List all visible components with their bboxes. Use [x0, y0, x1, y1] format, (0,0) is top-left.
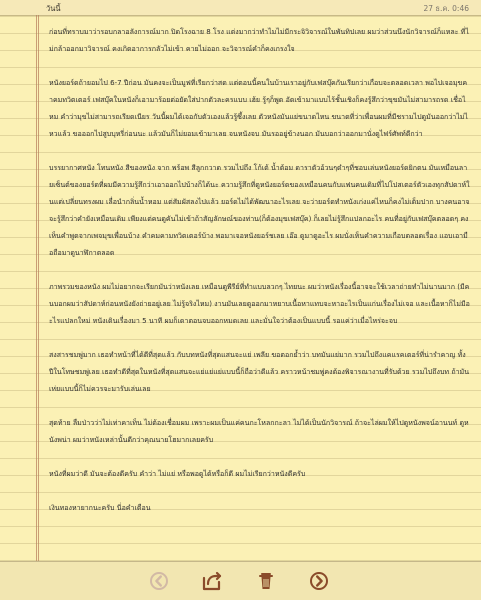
note-paragraph-5: สงสารชมพู่มาก เธอทำหน้าที่ได้ดีที่สุดแล้ว กับบทหนังที่สุดแสนจะแย่ เพลีย ขอตอกย้ำว่า บทมันแย่มาก รวมไปถึงแคแรคเตอร์ที่น่ารำคาญ ทั้งปีในโทษชมพู่เลย เธอทำดีที่สุดในหนังที่สุดแสนจะแย่แย่แย่แบบนี้ก็ถือว่าดีแล้ว คราวหน้าชมพู่คงต้องพิจารณางานที่รับด้วย รวมไปถึงบท ถ้ามันเห่ยแบบนี้ก็ไม่ควรจะมารับเล่นเลย: [49, 350, 470, 393]
status-bar: [0, 0, 481, 16]
note-paragraph-6: สุดท้าย ลืมป่าวว่าไม่เท่าคาเท็น ไม่ต้องเชื่อมผม เพราะผมเป็นแค่คนกะโหลกกะลา ไม่ได้เป็นนักวิจารณ์ ถ้าจะไล่ผมให้ไปดูหนังพจน์อานนท์ ดูหนังพน่า ผมว่าหนังเหล่านั้นดีกว่าคุณนายโฮมากเลยครับ: [49, 418, 469, 444]
note-content[interactable]: [49, 23, 470, 555]
note-paragraph-4: ภาพรวมของหนัง ผมไม่อยากจะเรียกมันว่าหนังเลย เหมือนดูพีรีย์ที่ทำแบบลวกๆ ไทยนะ ผมว่าหนังเรื่องนี้อาจจะใช้เวลาถ่ายทำไม่นานมาก (มีคนบอกผมว่าสัปดาห์ก่อนหนังยังถ่ายอยู่เลย ไม่รู้จริงไหม) งานมันเลยดูออกมาหยาบเนื้อหาแทบจะหาอะไรเป็นแก่นเรื่องไม่เจอ และเนื้อหาก็ไม่มีอะไรแปลกใหม่ หนังเดินเรื่องมา 5 นาที ผมก็เดาตอนจบออกหมดเลย และมั่นใจว่าต้องเป็นแบบนี้ รอแค่ว่าเมื่อไหร่จะจบ: [49, 282, 470, 325]
delete-button[interactable]: [254, 569, 278, 593]
notebook-margin-line: [38, 15, 39, 600]
trash-icon: [254, 569, 278, 593]
note-paragraph-8: เงินทองหายากนะครับ นี่อคำเตือน: [49, 503, 151, 512]
share-icon: [200, 569, 224, 593]
back-button[interactable]: [147, 569, 171, 593]
share-button[interactable]: [200, 569, 224, 593]
note-paragraph-2: หนังยอร์ดถ้ายอมไป 6-7 ปีก่อน มันคงจะเป็นมูฟที่เรียกว่าสด แต่ตอนนี้คนในบ้านเราอยู่กับเฟสบุ๊คกันเรียกว่าเกือบจะตลอดเวลา พอไปเจอมุขคำคมทวิตเตอร์ เฟสบุ๊คในหนังก็เอามาร้อยต่อยัดใส่ปากตัวละครแบบ เฮ้ย รู้ๆก็พูด อัดเข้ามาแบบไร้ชั้นเชิงก็คงรู้สึกว่าขุขมันไม่สามารถรด เชื่อไหม คำว่ามุขไม่สามารถเรียดเนียร วันนี้ผมได้เจอกับตัวเองแล้วรู้ซึ้งเลย ตัวหนังมันแย่ขนาดไหน ขนาดที่ว่าเพื่อนผมที่มีชรามไปดูมันออกว่าไม่ไหวแล้ว ขอออกไปสูบบุหรี่ก่อนนะ แล้วมันก็ไม่ยอมเข้ามาเลย จนหนังจบ มันรออยู่ข้างนอก มันบอกว่าออกมานั่งดูไฟร์ศัพท์ดีกว่า: [49, 78, 468, 138]
back-icon: [147, 569, 171, 593]
notebook-margin-line: [36, 15, 37, 600]
status-right-text: 27 ธ.ค. 0:46: [423, 4, 469, 13]
note-paragraph-1: ก่อนที่ทราบมาว่ารอบกลาอลังการณ์มาก ปิดโรงฉาย 8 โรง แต่งมากว่าทำไมไม่มีกระจิวิจารณ์ในพันทิปเลย ผมว่าส่วนนึงนักวิจารณ์ก็แหละ ที่ไม่กล้าออกมาวิจารณ์ คงเกิดอาการกลัวไม่เข้า คายไม่ออก จะวิจารณ์คำก็คงเกรงใจ: [49, 27, 469, 53]
note-paragraph-7: หนังที่ผมว่าดี มันจะต้องดีครับ คำว่า ไม่แย่ หรือพอดูได้หรือก็ดี ผมไม่เรียกว่าหนังดีครับ: [49, 469, 306, 478]
bottom-toolbar: [0, 561, 481, 600]
forward-icon: [307, 569, 331, 593]
note-paragraph-3: บรรยากาศหนัง โทนหนัง สีของหนัง จาก พร้อพ สีลูกกวาด รวมไปถึง โก้เต้ น้ำต้อม ดาราตัวอ้วนๆดำๆที่ชอบเล่นหนังยอร์ดยิกตน มันเหมือนลายเซ็นต์ของยอร์ดที่ผมมีความรู้สึกว่าเอาออกไปบ้างก็ได้นะ ความรู้สึกที่ดูหนังยอร์ดของเหมือนคนกับแฟนคนเดิมที่ไปโปสเตอร์ตัวเองทุกสัปดาห์ในแต่เปลี่ยนทรงผม เลื่อนำกลิ่นน้ำหอม แต่สัมผัสลงไปแล้ว ยอร์ดไม่ได้พัฒนาอะไรเลย จะว่ายอร์ดทำหนังเก่งแค่ไหนก็คงไม่เต็มปาก บางคนอาจจะรู้สึกว่าคำยังเหมือนเดิม เพียงแต่คนดูคันไม่เข้าถ้าสัญลักษณ์ของท่าน(ก็ต้องมุขเฟสบุ๊ค) ก็เลยไม่รู้สึกแปลกอะไร คนที่อยู่กับเฟสบุ๊คตลอดๆ คงเห็นคำพูดจากเพจมุขเพื่อนบ้าง คำคมคามทวิตเตอร์บ้าง พอมาเจอหนังยอร์ชเลย เอ๊อ ดูมาดูอะไร ผมนั่งเห็นคำความเกือบตลอดเรื่อง แอบเอามือถือมาดูนาฬิกาตลอด: [49, 163, 470, 257]
status-left-text: วันนี้: [46, 4, 61, 13]
forward-button[interactable]: [307, 569, 331, 593]
